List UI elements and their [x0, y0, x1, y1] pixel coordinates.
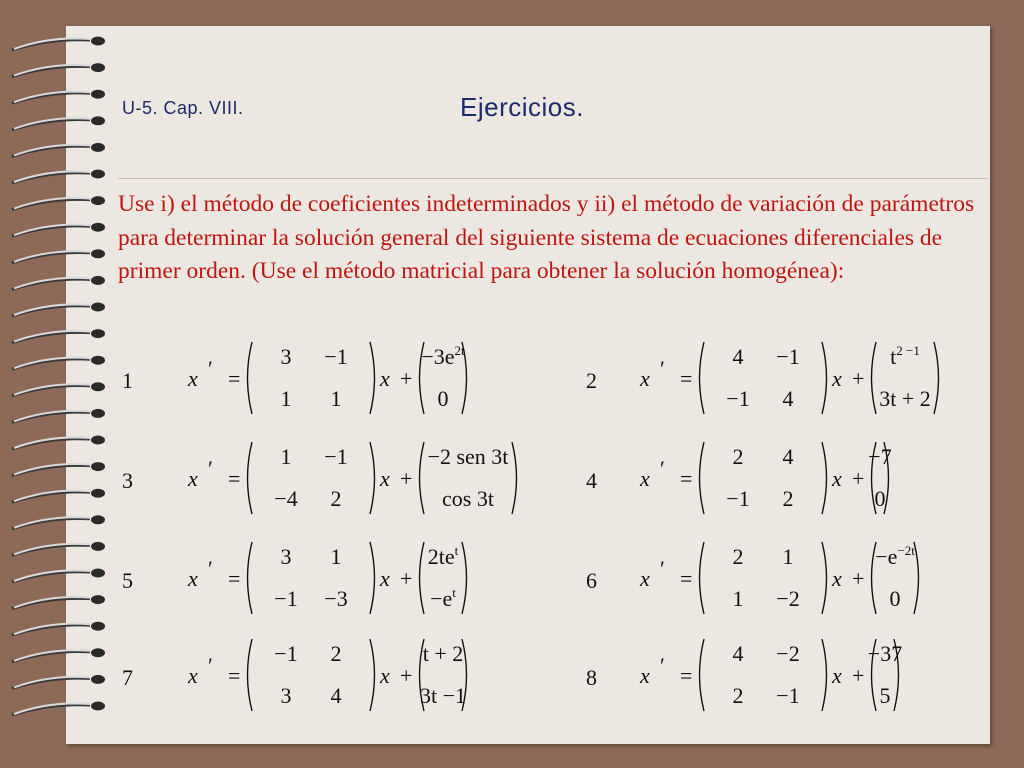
matrix-entry: −2 — [776, 586, 800, 611]
spiral-ring-icon — [12, 409, 105, 423]
variable-x: x — [380, 366, 390, 391]
vector-right-paren — [512, 442, 517, 514]
spiral-ring-icon — [12, 675, 105, 689]
equals-sign: = — [228, 663, 241, 688]
prime-mark: ′ — [208, 456, 213, 481]
spiral-ring-icon — [12, 276, 105, 290]
matrix-entry: −1 — [776, 683, 800, 708]
spiral-ring-icon — [12, 436, 105, 450]
spiral-ring-icon — [12, 515, 105, 529]
forcing-entry: −7 — [868, 444, 892, 469]
matrix-entry: 2 — [732, 544, 744, 569]
forcing-entry: 0 — [874, 486, 886, 511]
matrix-entry: −3 — [324, 586, 348, 611]
matrix-entry: 2 — [782, 486, 794, 511]
spiral-ring-icon — [12, 356, 105, 370]
vector-right-paren — [934, 342, 939, 414]
variable-x: x — [832, 663, 842, 688]
matrix-entry: 1 — [330, 386, 342, 411]
matrix-entry: −1 — [726, 486, 750, 511]
variable-x: x — [188, 366, 198, 391]
plus-sign: + — [400, 566, 413, 591]
prime-mark: ′ — [660, 653, 665, 678]
matrix-right-paren — [822, 542, 827, 614]
vector-left-paren — [420, 542, 425, 614]
exercise-number: 7 — [122, 665, 133, 690]
spiral-ring-icon — [12, 196, 105, 210]
variable-x: x — [380, 566, 390, 591]
spiral-ring-icon — [12, 329, 105, 343]
plus-sign: + — [400, 663, 413, 688]
matrix-entry: 2 — [330, 486, 342, 511]
vector-left-paren — [872, 342, 877, 414]
variable-x: x — [640, 566, 650, 591]
forcing-entry: $2te^t$ — [427, 543, 459, 569]
matrix-left-paren — [700, 442, 705, 514]
matrix-entry: −1 — [324, 444, 348, 469]
equals-sign: = — [680, 466, 693, 491]
matrix-right-paren — [822, 342, 827, 414]
equation-4 — [632, 436, 892, 520]
prime-mark: ′ — [660, 456, 665, 481]
spiral-ring-icon — [12, 622, 105, 636]
matrix-right-paren — [822, 639, 827, 711]
forcing-entry: cos 3t — [442, 486, 494, 511]
vector-right-paren — [462, 542, 467, 614]
plus-sign: + — [400, 366, 413, 391]
plus-sign: + — [852, 366, 865, 391]
matrix-entry: 4 — [782, 444, 794, 469]
matrix-left-paren — [700, 342, 705, 414]
exercise-number: 6 — [586, 568, 597, 593]
equals-sign: = — [228, 466, 241, 491]
exercise-number: 3 — [122, 468, 133, 493]
equals-sign: = — [680, 663, 693, 688]
matrix-entry: −2 — [776, 641, 800, 666]
matrix-entry: 1 — [330, 544, 342, 569]
matrix-right-paren — [822, 442, 827, 514]
variable-x: x — [380, 663, 390, 688]
spiral-ring-icon — [12, 249, 105, 262]
matrix-entry: −1 — [776, 344, 800, 369]
equation-7 — [180, 633, 470, 717]
forcing-entry: 3t −1 — [419, 683, 467, 708]
matrix-entry: 2 — [732, 444, 744, 469]
spiral-ring-icon — [12, 223, 105, 237]
equals-sign: = — [228, 566, 241, 591]
exercise-number: 5 — [122, 568, 133, 593]
matrix-left-paren — [248, 639, 253, 711]
plus-sign: + — [400, 466, 413, 491]
matrix-entry: −1 — [726, 386, 750, 411]
forcing-entry: 0 — [889, 586, 901, 611]
plus-sign: + — [852, 466, 865, 491]
prime-mark: ′ — [208, 556, 213, 581]
variable-x: x — [640, 366, 650, 391]
variable-x: x — [188, 466, 198, 491]
variable-x: x — [640, 663, 650, 688]
variable-x: x — [188, 663, 198, 688]
matrix-right-paren — [370, 542, 375, 614]
matrix-entry: 4 — [330, 683, 342, 708]
spiral-ring-icon — [12, 648, 105, 662]
forcing-entry: 0 — [437, 386, 449, 411]
matrix-entry: 3 — [280, 544, 292, 569]
variable-x: x — [832, 566, 842, 591]
matrix-left-paren — [248, 442, 253, 514]
matrix-entry: 3 — [280, 344, 292, 369]
variable-x: x — [832, 466, 842, 491]
matrix-entry: 1 — [280, 444, 292, 469]
prime-mark: ′ — [208, 653, 213, 678]
matrix-left-paren — [248, 342, 253, 414]
variable-x: x — [640, 466, 650, 491]
matrix-left-paren — [700, 542, 705, 614]
spiral-ring-icon — [12, 90, 105, 104]
forcing-entry: 3t + 2 — [879, 386, 931, 411]
spiral-ring-icon — [12, 116, 105, 130]
exercise-number: 2 — [586, 368, 597, 393]
variable-x: x — [832, 366, 842, 391]
prime-mark: ′ — [660, 356, 665, 381]
spiral-ring-icon — [12, 382, 105, 396]
variable-x: x — [380, 466, 390, 491]
spiral-ring-icon — [12, 702, 105, 716]
matrix-entry: 2 — [330, 641, 342, 666]
matrix-entry: −1 — [274, 586, 298, 611]
matrix-entry: 4 — [732, 641, 744, 666]
vector-left-paren — [420, 442, 425, 514]
header-divider — [118, 178, 988, 179]
spiral-ring-icon — [12, 595, 105, 609]
spiral-ring-icon — [12, 462, 105, 476]
forcing-entry: $-e^{-2t}$ — [875, 543, 915, 569]
forcing-entry: 5 — [879, 683, 891, 708]
forcing-entry: $t^{2 -1}$ — [890, 343, 920, 369]
matrix-entry: −1 — [274, 641, 298, 666]
spiral-ring-icon — [12, 170, 105, 184]
exercise-number: 1 — [122, 368, 133, 393]
matrix-entry: 1 — [732, 586, 744, 611]
page-title: Ejercicios. — [460, 92, 584, 122]
plus-sign: + — [852, 566, 865, 591]
matrix-entry: 3 — [280, 683, 292, 708]
matrix-right-paren — [370, 342, 375, 414]
matrix-left-paren — [700, 639, 705, 711]
forcing-entry: t + 2 — [422, 641, 464, 666]
spiral-ring-icon — [12, 37, 105, 51]
matrix-entry: 2 — [732, 683, 744, 708]
plus-sign: + — [852, 663, 865, 688]
matrix-right-paren — [370, 442, 375, 514]
matrix-right-paren — [370, 639, 375, 711]
matrix-entry: −1 — [324, 344, 348, 369]
spiral-ring-icon — [12, 489, 105, 503]
instructions-text: Use i) el método de coeficientes indeterminados y ii) el método de variación de parámetros para determinar la solución general del siguiente sistema de ecuaciones diferenciales de primer orden. (Use el método matricial para obtener la solución homogénea): — [118, 191, 975, 284]
prime-mark: ′ — [208, 356, 213, 381]
equation-1 — [180, 336, 470, 420]
equals-sign: = — [228, 366, 241, 391]
spiral-ring-icon — [12, 542, 105, 556]
matrix-entry: 1 — [280, 386, 292, 411]
equation-2 — [632, 336, 942, 420]
matrix-entry: 4 — [732, 344, 744, 369]
matrix-entry: 1 — [782, 544, 794, 569]
forcing-entry: $-e^t$ — [430, 585, 456, 611]
exercise-number: 4 — [586, 468, 597, 493]
equation-3 — [180, 436, 520, 520]
forcing-entry: −37 — [867, 641, 902, 666]
equation-6 — [632, 536, 922, 620]
spiral-ring-icon — [12, 569, 105, 583]
variable-x: x — [188, 566, 198, 591]
equals-sign: = — [680, 366, 693, 391]
spiral-ring-icon — [12, 303, 105, 317]
spiral-binding — [10, 30, 110, 730]
forcing-entry: $-3e^{2t}$ — [421, 343, 465, 369]
spiral-ring-icon — [12, 143, 105, 157]
exercise-number: 8 — [586, 665, 597, 690]
equals-sign: = — [680, 566, 693, 591]
equation-5 — [180, 536, 470, 620]
matrix-entry: −4 — [274, 486, 298, 511]
forcing-entry: −2 sen 3t — [427, 444, 509, 469]
matrix-entry: 4 — [782, 386, 794, 411]
prime-mark: ′ — [660, 556, 665, 581]
unit-label: U-5. Cap. VIII. — [122, 98, 244, 118]
matrix-left-paren — [248, 542, 253, 614]
spiral-ring-icon — [12, 63, 105, 77]
equation-8 — [632, 633, 902, 717]
